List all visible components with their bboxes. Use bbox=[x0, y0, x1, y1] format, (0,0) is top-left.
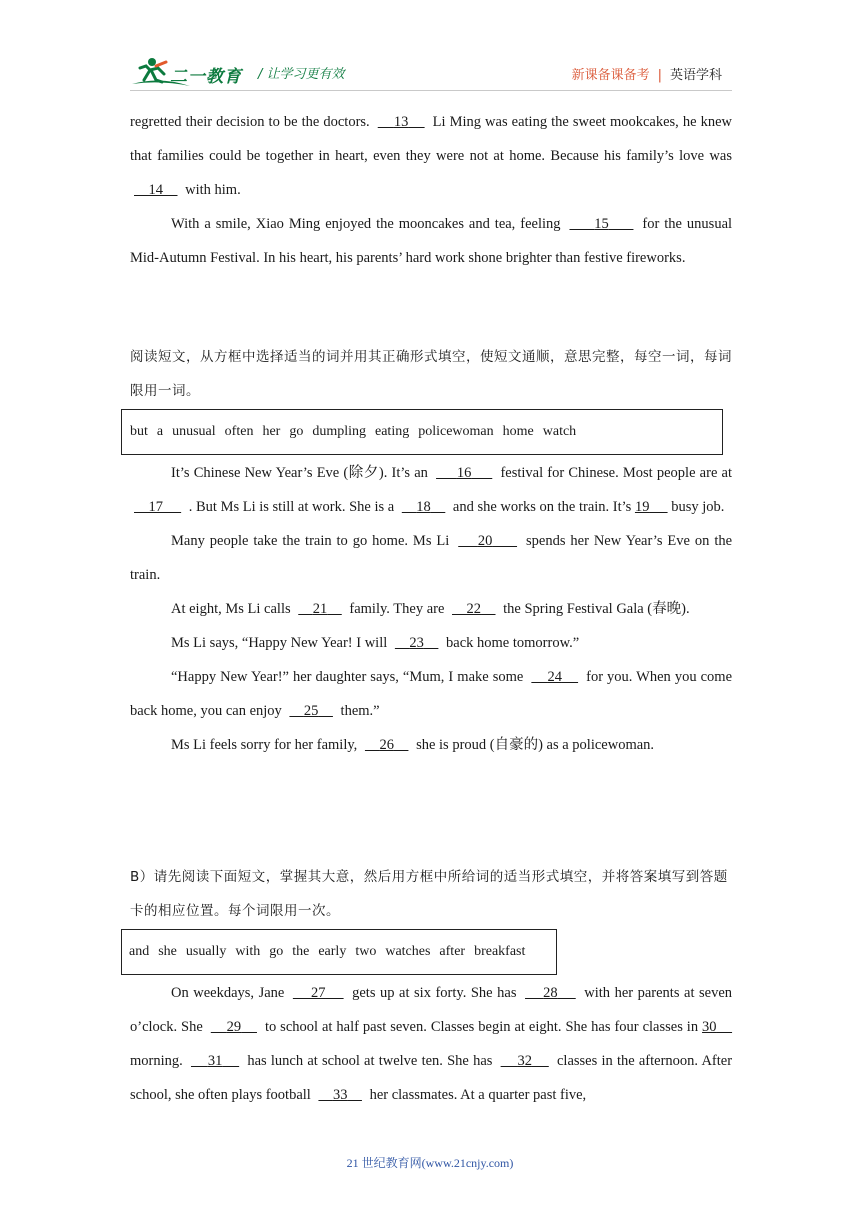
blank-33[interactable]: 33 bbox=[332, 1087, 348, 1103]
section-a-passage bbox=[130, 456, 732, 762]
blank-23[interactable]: 23 bbox=[409, 635, 424, 651]
blank-16[interactable]: 16 bbox=[456, 465, 472, 481]
paragraph: Many people take the train to go home. Ms Li 20 spends her New Year’s Eve on the train. bbox=[130, 533, 733, 583]
blank-32[interactable]: 32 bbox=[517, 1053, 532, 1069]
word-box-a: but a unusual often her go dumpling eating policewoman home watch bbox=[121, 409, 723, 455]
header-divider bbox=[130, 90, 732, 91]
paragraph: Ms Li says, “Happy New Year! I will 23 back home tomorrow.” bbox=[171, 635, 580, 651]
paragraph: With a smile, Xiao Ming enjoyed the mooncakes and tea, feeling 15 for the unusual Mid-Autumn Festival. In his heart, his parents’ hard work shone brighter than festive fireworks. bbox=[130, 216, 733, 266]
blank-26[interactable]: 26 bbox=[379, 737, 394, 753]
header-subject: 英语学科 bbox=[669, 68, 722, 83]
page-header bbox=[130, 52, 730, 92]
blank-22[interactable]: 22 bbox=[466, 601, 482, 617]
header-right bbox=[572, 64, 722, 83]
blank-31[interactable]: 31 bbox=[207, 1053, 223, 1069]
blank-13[interactable]: 13 bbox=[393, 114, 409, 130]
paragraph: “Happy New Year!” her daughter says, “Mum, I make some 24 for you. When you come back home, you can enjoy 25 them.” bbox=[130, 669, 733, 719]
page-footer: 21 世纪教育网(www.21cnjy.com) bbox=[346, 1156, 514, 1170]
section-b-instruction: B）请先阅读下面短文，掌握其大意，然后用方框中所给词的适当形式填空，并将答案填写到答题卡的相应位置。每个词限用一次。 bbox=[130, 869, 728, 919]
header-course-title: 新课备课备考 bbox=[571, 68, 650, 83]
blank-14[interactable]: 14 bbox=[148, 182, 163, 198]
paragraph: At eight, Ms Li calls 21 family. They are 22 the Spring Festival Gala (春晚). bbox=[171, 601, 690, 617]
blank-30[interactable]: 30 bbox=[702, 1019, 717, 1035]
paragraph: Ms Li feels sorry for her family, 26 she is proud (自豪的) as a policewoman. bbox=[171, 737, 655, 753]
passage-continued bbox=[130, 105, 732, 275]
blank-18[interactable]: 18 bbox=[416, 499, 431, 515]
blank-21[interactable]: 21 bbox=[312, 601, 328, 617]
blank-25[interactable]: 25 bbox=[303, 703, 319, 719]
header-separator: | bbox=[657, 68, 662, 83]
blank-28[interactable]: 28 bbox=[543, 985, 558, 1001]
blank-19[interactable]: 19 bbox=[634, 499, 650, 515]
paragraph: regretted their decision to be the doctors. 13 Li Ming was eating the sweet mookcakes, he knew that families could be together in heart, even they were not at home. Because his family’s love was 14 with him. bbox=[130, 114, 732, 198]
paragraph: It’s Chinese New Year’s Eve (除夕). It’s an 16 festival for Chinese. Most people are at 17 . But Ms Li is still at work. She is a 18 and she works on the train. It’s 19 busy job. bbox=[130, 456, 732, 524]
blank-20[interactable]: 20 bbox=[477, 533, 493, 549]
blank-17[interactable]: 17 bbox=[148, 499, 163, 515]
blank-29[interactable]: 29 bbox=[226, 1019, 242, 1035]
section-b-passage bbox=[130, 976, 732, 1112]
logo-text: 二一教育 bbox=[170, 67, 242, 87]
blank-24[interactable]: 24 bbox=[547, 669, 562, 685]
section-a-instruction: 阅读短文，从方框中选择适当的词并用其正确形式填空，使短文通顺，意思完整，每空一词，每词限用一词。 bbox=[130, 349, 732, 399]
blank-15[interactable]: 15 bbox=[594, 216, 609, 232]
paragraph: On weekdays, Jane 27 gets up at six forty. She has 28 with her parents at seven o’clock. She 29 to school at half past seven. Classes begin at eight. She has four classes in 30 morning. 31 has lunch at school at twelve ten. She has 32 classes in the afternoon. After school, she often plays football 33 her classmates. At a quarter past five, bbox=[130, 985, 733, 1103]
slogan: / 让学习更有效 bbox=[258, 67, 345, 82]
blank-27[interactable]: 27 bbox=[310, 985, 326, 1001]
word-box-b: and she usually with go the early two watches after breakfast bbox=[121, 929, 557, 975]
